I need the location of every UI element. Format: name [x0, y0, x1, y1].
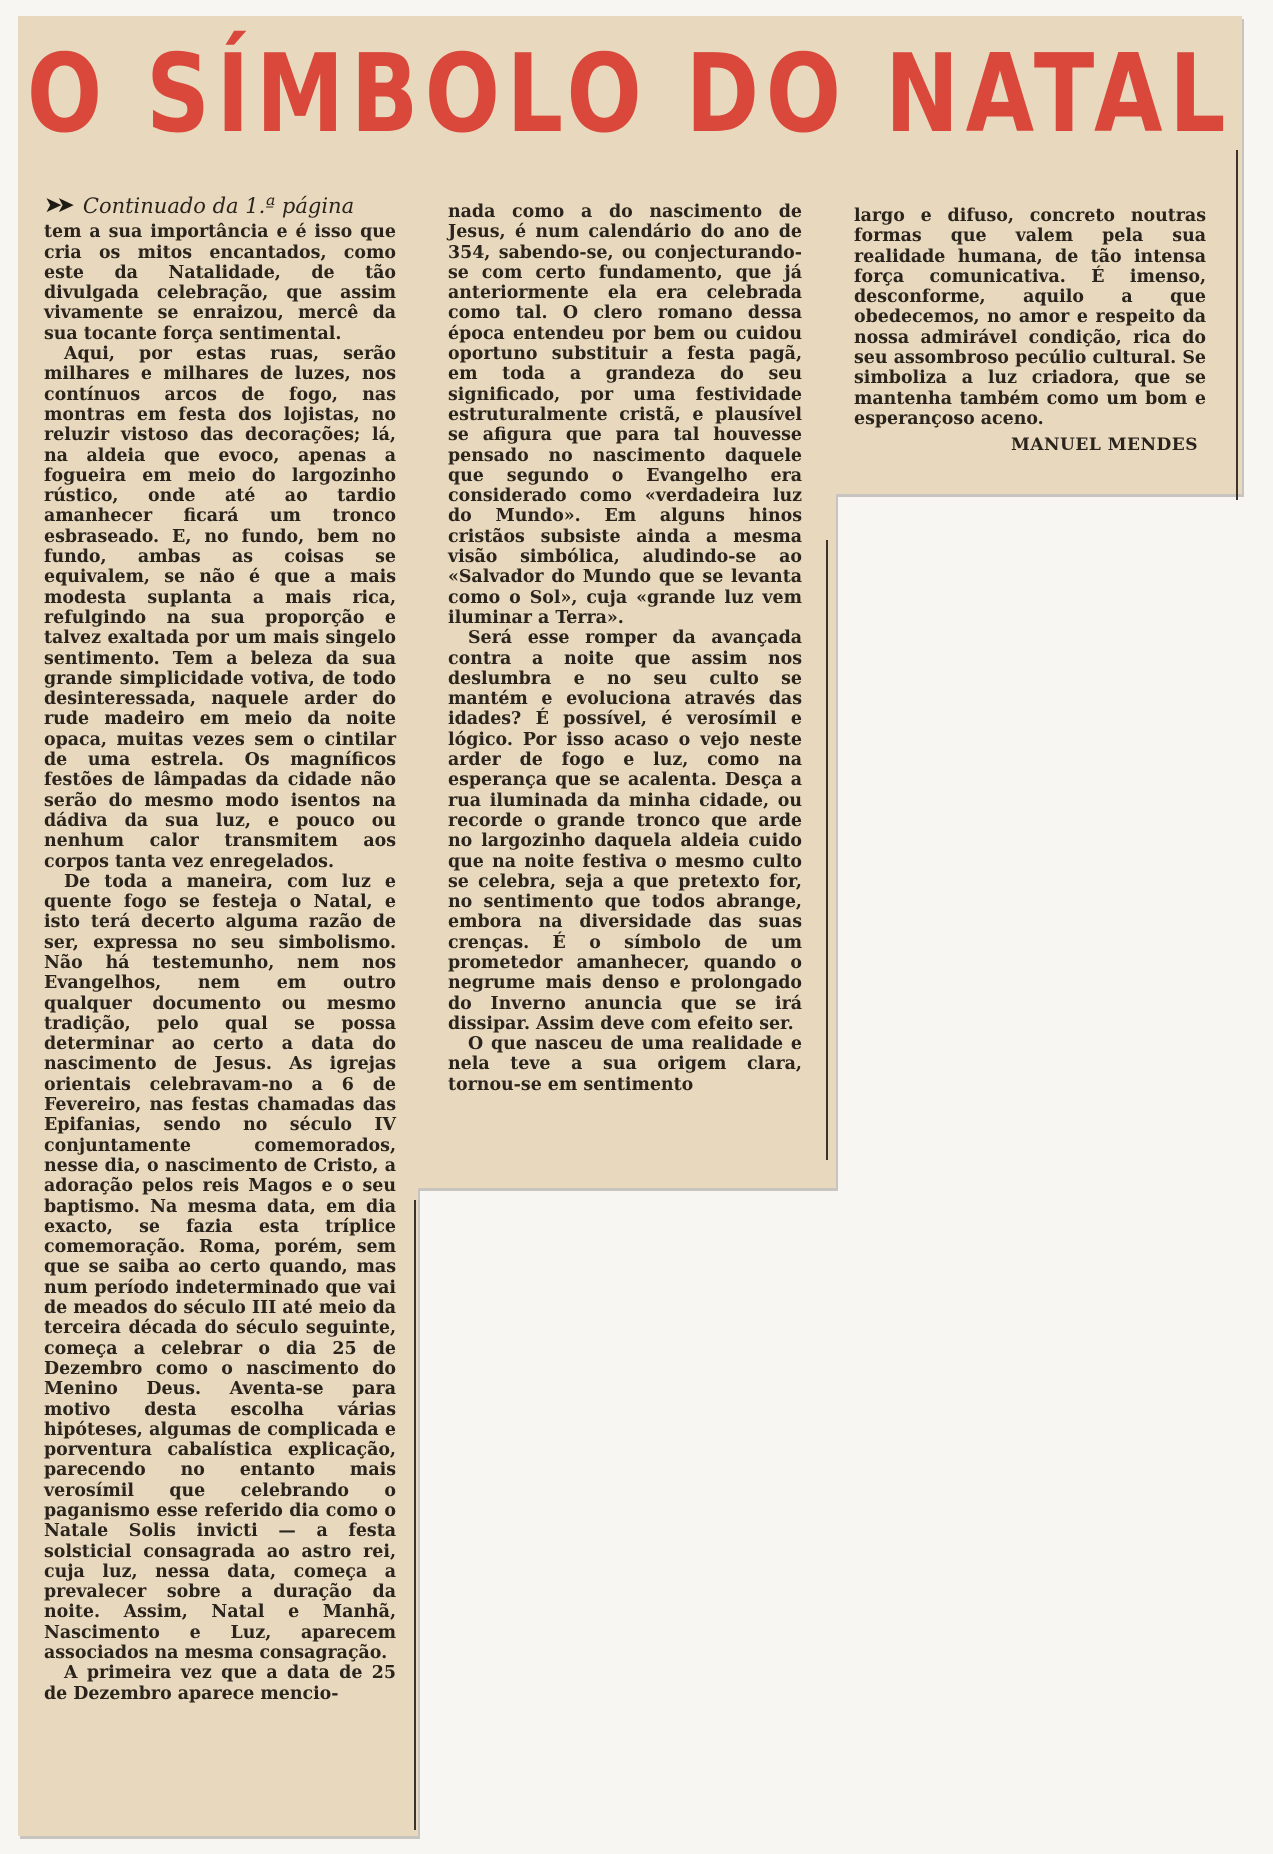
paragraph: largo e difuso, concreto noutras formas que valem pela sua realidade humana, de tão intensa força comunicativa. É imenso, desconforme, aquilo a que obedecemos, no amor e respeito da nossa admirável condição, rica do seu assombroso pecúlio cultural. Se simboliza a luz criadora, que se mantenha também como um bom e esperançoso aceno.: [854, 206, 1206, 429]
paragraph: Aqui, por estas ruas, serão milhares e milhares de luzes, nos contínuos arcos de fogo, nas montras em festa dos lojistas, no reluzir vistoso das decorações; lá, na aldeia que evoco, apenas a fogueira em meio do largozinho rústico, onde até ao tardio amanhecer ficará um tronco esbraseado. E, no fundo, bem no fundo, ambas as coisas se equivalem, se não é que a mais modesta suplanta a mais rica, refulgindo na sua proporção e talvez exaltada por um mais singelo sentimento. Tem a beleza da sua grande simplicidade votiva, de todo desinteressada, naquele arder do rude madeiro em meio da noite opaca, muitas vezes sem o cintilar de uma estrela. Os magníficos festões de lâmpadas da cidade não serão do mesmo modo isentos na dádiva da sua luz, e pouco ou nenhum calor transmitem aos corpos tanta vez enregelados.: [44, 344, 396, 872]
continuation-label: Continuado da 1.ª página: [82, 194, 355, 218]
double-arrow-icon: ➤➤: [44, 193, 69, 218]
article-column-3: [854, 206, 1206, 456]
article-column-2: [448, 202, 802, 1095]
paragraph: nada como a do nascimento de Jesus, é num calendário do ano de 354, sabendo-se, ou conjecturando-se com certo fundamento, que já anteriormente ela era celebrada como tal. O clero romano dessa época entendeu por bem ou cuidou oportuno substituir a festa pagã, em toda a grandeza do seu significado, por uma festividade estruturalmente cristã, e plausível se afigura que para tal houvesse pensado no nascimento daquele que segundo o Evangelho era considerado como «verdadeira luz do Mundo». Em alguns hinos cristãos subsiste ainda a mesma visão simbólica, aludindo-se ao «Salvador do Mundo que se levanta como o Sol», cuja «grande luz vem iluminar a Terra».: [448, 202, 802, 628]
paragraph: tem a sua importância e é isso que cria os mitos encantados, como este da Natalidade, de tão divulgada celebração, que assim vivamente se enraizou, mercê da sua tocante força sentimental.: [44, 222, 396, 344]
headline: O SÍMBOLO DO NATAL: [26, 32, 1233, 157]
paragraph: A primeira vez que a data de 25 de Dezembro aparece mencio-: [44, 1663, 396, 1704]
paragraph: O que nasceu de uma realidade e nela teve a sua origem clara, tornou-se em sentimento: [448, 1034, 802, 1095]
lower-edge-rule: [414, 1200, 416, 1830]
paragraph: De toda a maneira, com luz e quente fogo se festeja o Natal, e isto terá decerto alguma razão de ser, expressa no seu simbolismo. Não há testemunho, nem nos Evangelhos, nem em outro qualquer documento ou mesmo tradição, pelo qual se possa determinar ao certo a data do nascimento de Jesus. As igrejas orientais celebravam-no a 6 de Fevereiro, nas festas chamadas das Epifanias, sendo no século IV conjuntamente comemorados, nesse dia, o nascimento de Cristo, a adoração pelos reis Magos e o seu baptismo. Na mesma data, em dia exacto, se fazia esta tríplice comemoração. Roma, porém, sem que se saiba ao certo quando, mas num período indeterminado que vai de meados do século III até meio da terceira década do século seguinte, começa a celebrar o dia 25 de Dezembro como o nascimento do Menino Deus. Aventa-se para motivo desta escolha várias hipóteses, algumas de complicada e porventura cabalística explicação, parecendo no entanto mais verosímil que celebrando o paganismo esse referido dia como o Natale Solis invicti — a festa solsticial consagrada ao astro rei, cuja luz, nessa data, começa a prevalecer sobre a duração da noite. Assim, Natal e Manhã, Nascimento e Luz, aparecem associados na mesma consagração.: [44, 871, 396, 1664]
article-column-1: [44, 193, 396, 1704]
middle-edge-rule: [826, 540, 828, 1160]
continuation-line: [44, 193, 396, 218]
right-edge-rule: [1236, 150, 1238, 500]
paragraph: Será esse romper da avançada contra a noite que assim nos deslumbra e no seu culto se mantém e evoluciona através das idades? É possível, é verosímil e lógico. Por isso acaso o vejo neste arder de fogo e luz, como na esperança que se acalenta. Desça a rua iluminada da minha cidade, ou recorde o grande tronco que arde no largozinho daquela aldeia cuido que na noite festiva o mesmo culto se celebra, seja a que pretexto for, no sentimento que todos abrange, embora na diversidade das suas crenças. É o símbolo de um prometedor amanhecer, quando o negrume mais denso e prolongado do Inverno anuncia que se irá dissipar. Assim deve com efeito ser.: [448, 628, 802, 1034]
author-signature: MANUEL MENDES: [1011, 435, 1198, 456]
